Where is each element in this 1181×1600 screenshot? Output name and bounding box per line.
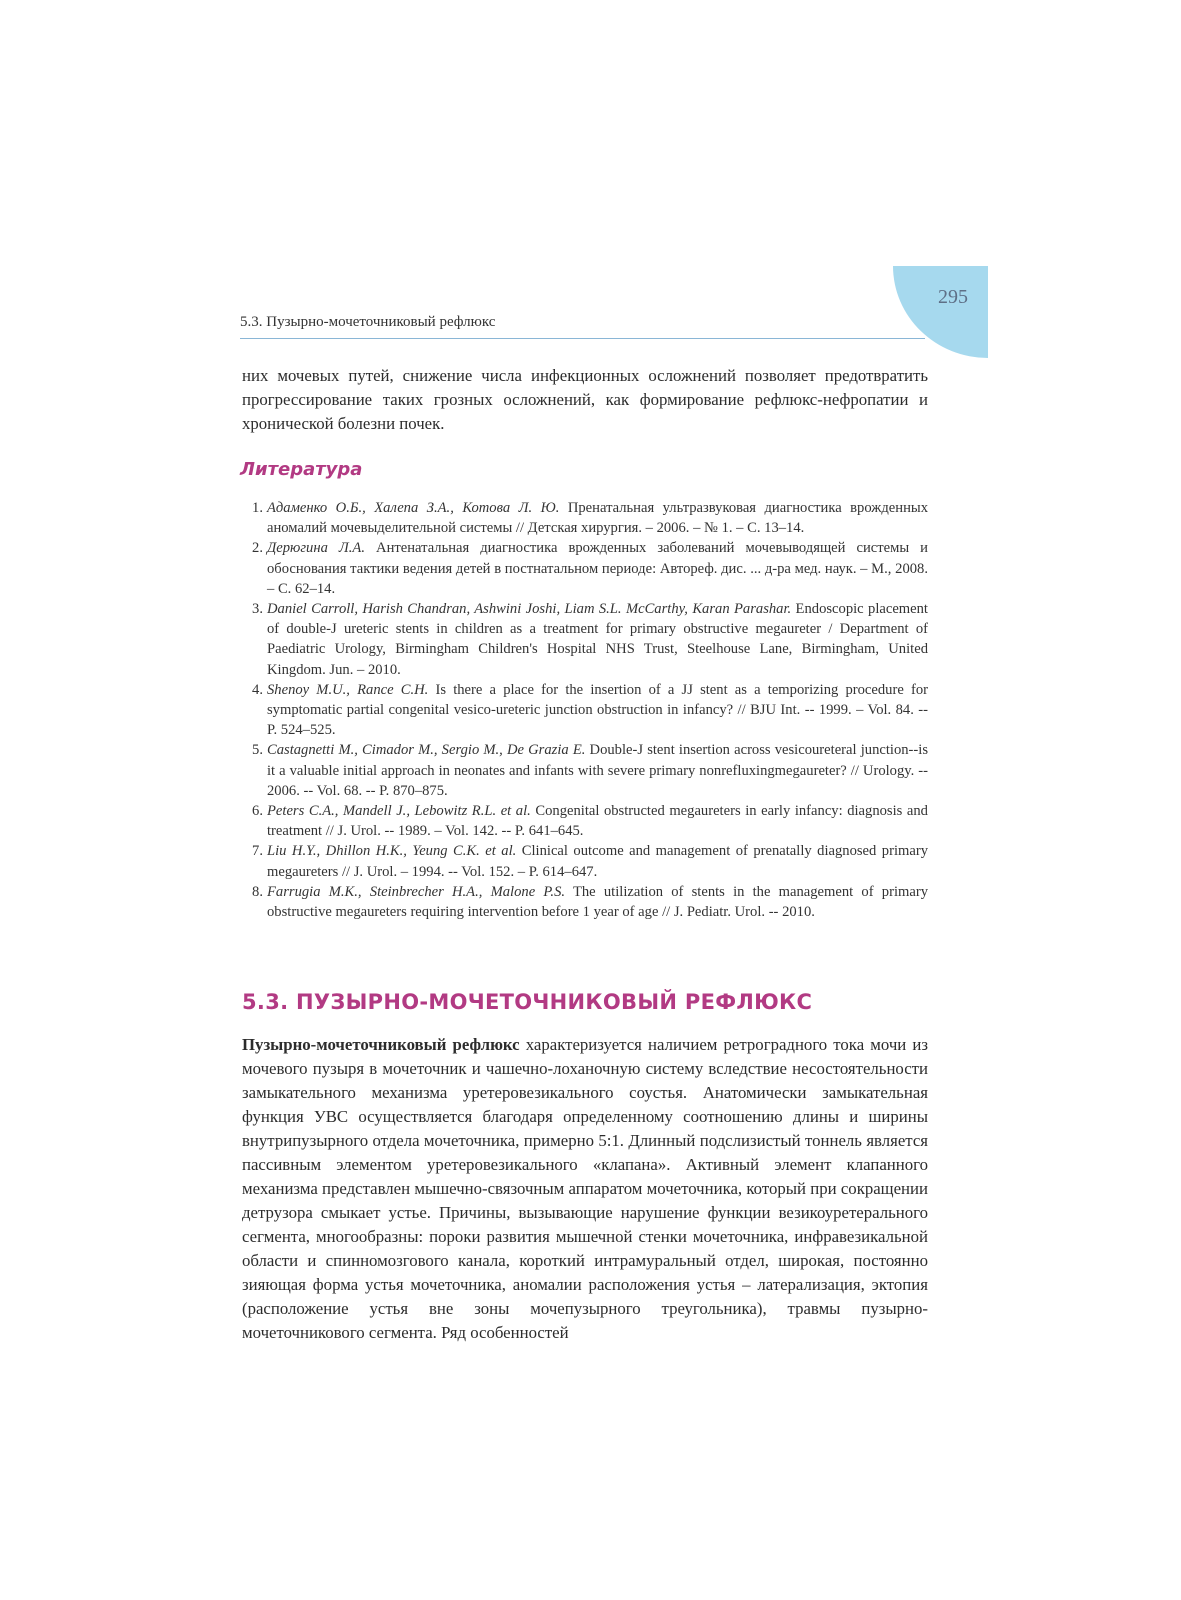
reference-body: The utilization of stents in the management of primary obstructive megaureters requiring intervention before 1 year of age // J. Pediatr. Urol. -- 2010. — [267, 883, 928, 921]
reference-authors: Дерюгина Л.А. — [267, 540, 365, 557]
reference-item — [240, 538, 928, 599]
reference-body: Clinical outcome and management of prenatally diagnosed primary megaureters // J. Urol. – 1994. -- Vol. 152. – P. 614–647. — [267, 843, 928, 880]
reference-authors: Адаменко О.Б., Халепа З.А., Котова Л. Ю. — [267, 500, 560, 516]
reference-item — [240, 498, 928, 538]
reference-body: Endoscopic placement of double-J ureteric stents in children as a treatment for primary obstructive megaureter / Department of Paediatric Urology, Birmingham Children's Hospital NHS Trust, Steelhouse Lane, Birmingham, United Kingdom. Jun. – 2010. — [267, 601, 928, 678]
reference-number: 1. — [252, 500, 263, 516]
reference-authors: Liu H.Y., Dhillon H.K., Yeung C.K. et al. — [267, 843, 517, 860]
reference-number: 6. — [252, 803, 263, 820]
reference-number: 8. — [252, 883, 263, 900]
reference-item — [240, 740, 928, 801]
reference-item — [240, 882, 928, 922]
reference-text — [267, 680, 928, 741]
reference-text — [267, 841, 928, 881]
section-paragraph — [242, 1033, 928, 1345]
intro-paragraph: них мочевых путей, снижение числа инфекционных осложнений позволяет предотвратить прогрессирование таких грозных осложнений, как формирование рефлюкс-нефропатии и хронической болезни почек. — [242, 366, 928, 433]
reference-authors: Peters C.A., Mandell J., Lebowitz R.L. et al. — [267, 803, 531, 820]
reference-text — [267, 498, 928, 538]
reference-body: Пренатальная ультразвуковая диагностика врожденных аномалий мочевыделительной системы // Детская хирургия. – 2006. – № 1. – С. 13–14. — [267, 500, 928, 537]
reference-body: Антенатальная диагностика врожденных заболеваний мочевыводящей системы и обоснования тактики ведения детей в постнатальном периоде: Автореф. дис. ... д-ра мед. наук. – М., 2008. – С. 62–14. — [267, 540, 928, 597]
reference-item — [240, 841, 928, 881]
reference-number: 5. — [252, 742, 263, 759]
section-heading: 5.3. ПУЗЫРНО-МОЧЕТОЧНИКОВЫЙ РЕФЛЮКС — [242, 990, 813, 1014]
reference-text — [267, 599, 928, 680]
lead-term: Пузырно-мочеточниковый рефлюкс — [242, 1035, 520, 1054]
reference-number: 7. — [252, 843, 263, 860]
reference-body: Congenital obstructed megaureters in early infancy: diagnosis and treatment // J. Urol. -- 1989. – Vol. 142. -- P. 641–645. — [267, 803, 928, 840]
reference-body: Is there a place for the insertion of a JJ stent as a temporizing procedure for symptomatic partial congenital vesico-ureteric junction obstruction in infancy? // BJU Int. -- 1999. – Vol. 84. -- P. 524–525. — [267, 681, 928, 739]
header-divider — [240, 338, 925, 339]
reference-number: 3. — [252, 601, 263, 618]
reference-authors: Daniel Carroll, Harish Chandran, Ashwini Joshi, Liam S.L. McCarthy, Karan Parashar. — [267, 601, 792, 618]
reference-authors: Farrugia M.K., Steinbrecher H.A., Malone P.S. — [267, 883, 566, 900]
literature-heading: Литература — [240, 459, 363, 480]
reference-number: 4. — [252, 681, 263, 698]
running-header: 5.3. Пузырно-мочеточниковый рефлюкс — [240, 314, 496, 330]
reference-body: Double-J stent insertion across vesicoureteral junction--is it a valuable initial approach in neonates and infants with severe primary nonrefluxingmegaureter? // Urology. -- 2006. -- Vol. 68. -- P. 870–875. — [267, 742, 928, 799]
reference-item — [240, 680, 928, 741]
reference-authors: Castagnetti M., Cimador M., Sergio M., De Grazia E. — [267, 742, 586, 759]
reference-text — [267, 740, 928, 801]
reference-authors: Shenoy M.U., Rance C.H. — [267, 681, 429, 698]
page-number: 295 — [938, 286, 968, 308]
reference-item — [240, 599, 928, 680]
page-corner-tab — [893, 266, 988, 358]
reference-number: 2. — [252, 540, 263, 557]
section-paragraph-body: характеризуется наличием ретроградного тока мочи из мочевого пузыря в мочеточник и чашечно-лоханочную систему вследствие несостоятельности замыкательного механизма уретеровезикального соустья. Анатомически замыкательная функция УВС осуществляется благодаря определенному соотношению длины и ширины внутрипузырного отдела мочеточника, примерно 5:1. Длинный подслизистый тоннель является пассивным элементом уретеровезикального «клапана». Активный элемент клапанного механизма представлен мышечно-связочным аппаратом мочеточника, который при сокращении детрузора смыкает устье. Причины, вызывающие нарушение функции везикоуретерального сегмента, многообразны: пороки развития мышечной стенки мочеточника, инфравезикальной области и спинномозгового канала, короткий интрамуральный отдел, широкая, постоянно зияющая форма устья мочеточника, аномалии расположения устья – латерализация, эктопия (расположение устья вне зоны мочепузырного треугольника), травмы пузырно-мочеточникового сегмента. Ряд особенностей — [242, 1035, 928, 1342]
reference-text — [267, 801, 928, 841]
reference-text — [267, 538, 928, 599]
reference-text — [267, 882, 928, 922]
reference-item — [240, 801, 928, 841]
reference-list — [240, 498, 928, 922]
